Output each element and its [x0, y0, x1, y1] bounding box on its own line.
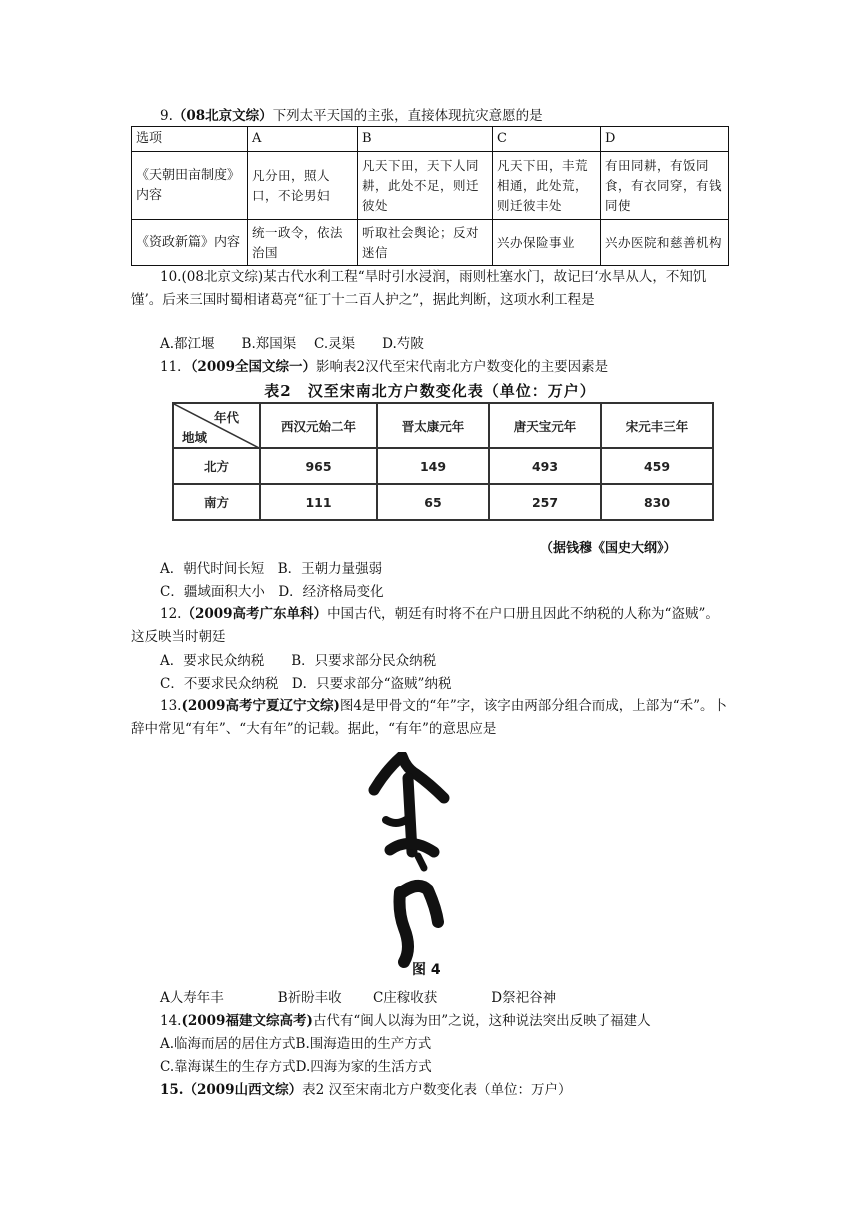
household-table [172, 402, 714, 521]
column-header: 晋太康元年 [377, 403, 489, 448]
oracle-glyph-icon [360, 752, 470, 982]
q9-cell: 统一政令，依法治国 [248, 220, 358, 266]
table-cell: 965 [260, 448, 377, 484]
q10-stem-text: 某古代水利工程“旱时引水浸润，雨则杜塞水门，故记曰‘水旱从人，不知饥馑’。后来三国时蜀相诸葛亮“征丁十二百人护之”，据此判断，这项水利工程是 [131, 269, 707, 308]
q9-row-label: 《资政新篇》内容 [132, 220, 248, 266]
q9-cell: 有田同耕，有饭同食，有衣同穿，有钱同使 [601, 152, 729, 220]
q14-options-line2: C.靠海谋生的生存方式D.四海为家的生活方式 [160, 1059, 432, 1075]
q11-options-line1: A．朝代时间长短 B．王朝力量强弱 [160, 561, 383, 577]
q9-cell: 凡天下田，丰荒相通，此处荒，则迁彼丰处 [493, 152, 601, 220]
table-cell: 149 [377, 448, 489, 484]
table-cell: 830 [601, 484, 713, 520]
q9-cell: 兴办医院和慈善机构 [601, 220, 729, 266]
q13-number: 13. [160, 698, 182, 714]
q9-row-label: 《天朝田亩制度》内容 [132, 152, 248, 220]
table-row-south [173, 484, 713, 520]
corner-label-region: 地域 [182, 430, 208, 445]
table-cell: 257 [489, 484, 601, 520]
q15-number: 15. [160, 1082, 184, 1098]
q13-stem-text: 图4是甲骨文的“年”字，该字由两部分组合而成，上部为“禾”。卜辞中常见“有年”、“大有年”的记载。据此，“有年”的意思应是 [131, 698, 728, 737]
q13-stem [131, 695, 731, 741]
row-label: 北方 [173, 448, 260, 484]
q11-stem-line [160, 358, 608, 376]
corner-label-year: 年代 [214, 410, 240, 425]
table-cell: 459 [601, 448, 713, 484]
q10-options: A.都江堰 B.郑国渠 C.灵渠 D.芍陂 [160, 336, 424, 352]
table-row-north [173, 448, 713, 484]
table-corner-cell [173, 403, 260, 448]
q9-header-cell: B [358, 127, 493, 152]
figure-4-label: 图 4 [412, 962, 441, 978]
table-cell: 111 [260, 484, 377, 520]
table-cell: 65 [377, 484, 489, 520]
q9-row-zizheng [132, 220, 729, 266]
q14-source: (2009福建文综高考) [181, 1013, 313, 1029]
q9-header-cell: 选项 [132, 127, 248, 152]
q11-source: （2009全国文综一） [190, 359, 317, 375]
q12-stem-text: 中国古代，朝廷有时将不在户口册且因此不纳税的人称为“盗贼”。这反映当时朝廷 [131, 606, 719, 645]
q14-options-line1: A.临海而居的居住方式B.围海造田的生产方式 [160, 1036, 432, 1052]
q14-stem-line [160, 1012, 651, 1030]
q9-cell: 凡分田，照人口，不论男妇 [248, 152, 358, 220]
q9-header-cell: A [248, 127, 358, 152]
household-header-row [173, 403, 713, 448]
q9-stem-line [160, 107, 543, 125]
q10-stem [131, 266, 731, 312]
q13-source: (2009高考宁夏辽宁文综) [181, 698, 340, 714]
q9-row-tianchao [132, 152, 729, 220]
q9-cell: 兴办保险事业 [493, 220, 601, 266]
row-label: 南方 [173, 484, 260, 520]
q14-number: 14. [160, 1013, 182, 1029]
table-source-note: （据钱穆《国史大纲》） [540, 541, 677, 556]
q12-number: 12. [160, 606, 182, 622]
q10-source: (08北京文综) [181, 269, 264, 285]
q11-number: 11． [160, 359, 191, 375]
q11-options-line2: C．疆域面积大小 D．经济格局变化 [160, 584, 384, 600]
q9-number: 9. [160, 108, 173, 124]
q9-header-row [132, 127, 729, 152]
table2-caption: 表2 汉至宋南北方户数变化表（单位：万户） [264, 382, 596, 400]
q12-source: （2009高考广东单科） [181, 606, 328, 622]
column-header: 唐天宝元年 [489, 403, 601, 448]
q14-stem: 古代有“闽人以海为田”之说，这种说法突出反映了福建人 [312, 1013, 651, 1029]
column-header: 西汉元始二年 [260, 403, 377, 448]
q12-options-line1: A．要求民众纳税 B．只要求部分民众纳税 [160, 653, 437, 669]
q11-stem: 影响表2汉代至宋代南北方户数变化的主要因素是 [316, 359, 609, 375]
q13-options: A人寿年丰 B祈盼丰收 C庄稼收获 D祭祀谷神 [160, 990, 557, 1006]
q9-options-table [131, 126, 729, 266]
q15-stem: 表2 汉至宋南北方户数变化表（单位：万户） [302, 1082, 572, 1098]
q9-stem: 下列太平天国的主张，直接体现抗灾意愿的是 [272, 108, 543, 124]
q12-stem [131, 603, 731, 649]
q9-cell: 听取社会舆论；反对迷信 [358, 220, 493, 266]
q9-header-cell: C [493, 127, 601, 152]
column-header: 宋元丰三年 [601, 403, 713, 448]
q15-stem-line [160, 1081, 571, 1099]
oracle-bone-nian-figure [360, 752, 470, 986]
q10-number: 10. [160, 269, 182, 285]
table-cell: 493 [489, 448, 601, 484]
q9-source: （08北京文综） [172, 108, 273, 124]
q9-cell: 凡天下田，天下人同耕，此处不足，则迁彼处 [358, 152, 493, 220]
q12-options-line2: C．不要求民众纳税 D．只要求部分“盗贼”纳税 [160, 676, 452, 692]
q9-header-cell: D [601, 127, 729, 152]
q15-source: （2009山西文综） [183, 1082, 303, 1098]
